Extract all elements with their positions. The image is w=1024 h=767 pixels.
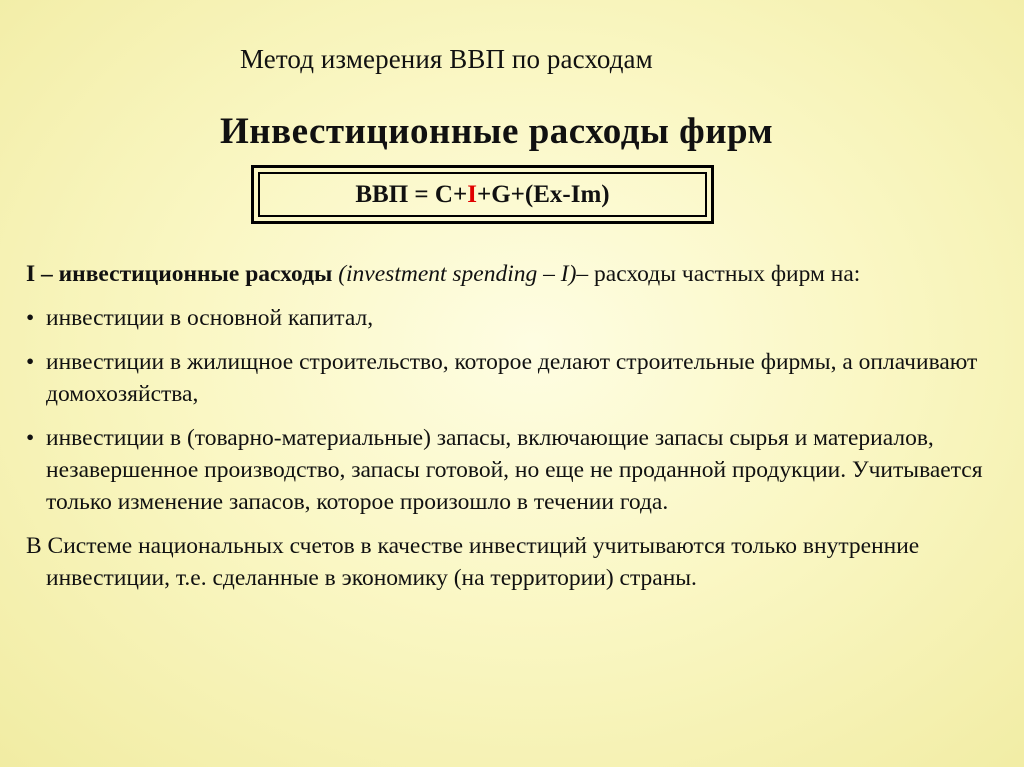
list-item bbox=[26, 346, 986, 410]
formula-before: ВВП = С+ bbox=[355, 180, 468, 208]
list-item-text: инвестиции в (товарно-материальные) запасы, включающие запасы сырья и материалов, незавершенное производство, запасы готовой, но еще не проданной продукции. Учитывается только изменение запасов, которое произошло в течении года. bbox=[46, 425, 983, 515]
formula bbox=[258, 172, 707, 217]
conclusion-paragraph: В Системе национальных счетов в качестве инвестиций учитываются только внутренние инвестиции, т.е. сделанные в экономику (на территории) страны. bbox=[26, 533, 920, 591]
formula-box bbox=[251, 165, 714, 224]
list-item-text: инвестиции в жилищное строительство, которое делают строительные фирмы, а оплачивают домохозяйства, bbox=[46, 349, 978, 407]
slide-body bbox=[26, 258, 986, 594]
bullet-marker: • bbox=[26, 349, 35, 375]
formula-investment-term: I bbox=[467, 180, 477, 208]
formula-after: +G+(Ex-Im) bbox=[476, 180, 610, 208]
definition-paragraph bbox=[26, 258, 986, 290]
list-item-text: инвестиции в основной капитал, bbox=[46, 305, 374, 331]
list-item bbox=[26, 422, 986, 518]
slide-title: Инвестиционные расходы фирм bbox=[220, 111, 774, 152]
list-item bbox=[26, 302, 986, 334]
slide-subtitle: Метод измерения ВВП по расходам bbox=[240, 44, 653, 74]
definition-rest: – расходы частных фирм на: bbox=[576, 261, 861, 287]
definition-english: (investment spending – I) bbox=[338, 261, 577, 287]
bullet-marker: • bbox=[26, 425, 35, 451]
bullet-marker: • bbox=[26, 305, 35, 331]
definition-term: I – инвестиционные расходы bbox=[26, 261, 333, 287]
